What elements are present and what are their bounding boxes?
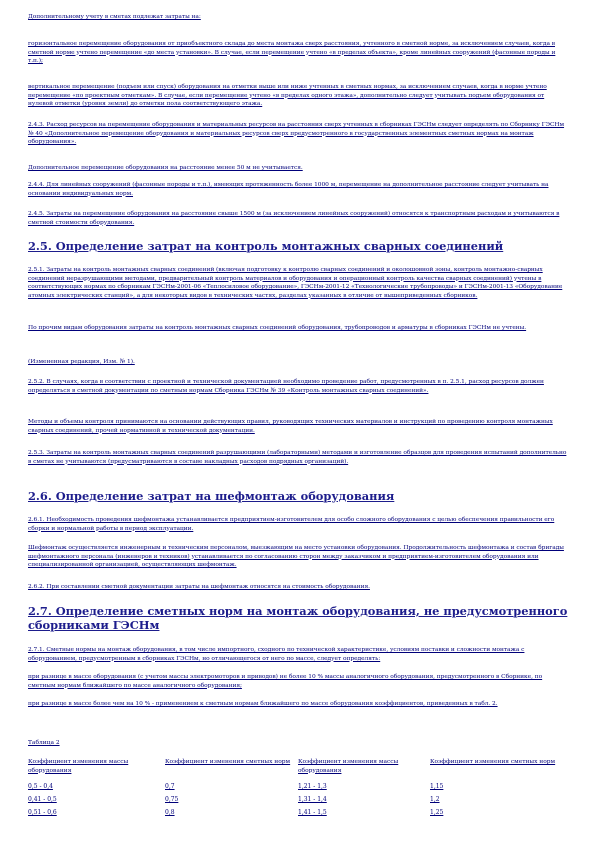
table-cell: 0,5 - 0,4: [28, 783, 53, 790]
paragraph: Дополнительное перемещение оборудования на расстояние менее 50 м не учитывается.: [28, 165, 303, 171]
paragraph: 2.5.2. В случаях, когда в соответствии с проектной и технической документацией необходимо проведение работ, предусмотренных в п. 2.5.1, расход ресурсов должен определяться в сметной документации по сметным нормам Сборника ГЭСНм № 39 «Контроль монтажных сварных соединений».: [28, 379, 544, 394]
paragraph: Дополнительному учету в сметах подлежат затраты на:: [28, 14, 201, 20]
table-cell: 0,41 - 0,5: [28, 796, 57, 803]
paragraph: при разнице в массе оборудования (с учетом массы электромоторов и приводов) не более 10 % массы аналогичного оборудования, предусмотренного в Сборнике, по сметным нормам ближайшего по массе аналогичного оборудования;: [28, 674, 543, 689]
paragraph: По прочим видам оборудования затраты на контроль монтажных сварных соединений оборудования, трубопроводов и арматуры в сборниках ГЭСНм не учтены.: [28, 325, 527, 331]
section-heading: 2.5. Определение затрат на контроль монтажных сварных соединений: [28, 239, 504, 253]
paragraph: Шефмонтаж осуществляется инженерным и техническим персоналом, выезжающим на место установки оборудования. Продолжительность шефмонтажа и состав бригады шефмонтажного персонала (инженеров и техников) устанавливается по согласованию сторон между заказчиком и предприятием-изготовителем оборудования или специализированной организацией, осуществляющих шефмонтаж.: [28, 545, 564, 569]
table-cell: 0,75: [165, 796, 179, 803]
table-cell: 0,7: [165, 783, 175, 790]
paragraph: вертикальное перемещение (подъем или спуск) оборудования на отметки выше или ниже учтенных в сметных нормах, за исключением случаев, когда в норме учтено перемещение «по проектным отметкам». В случае, если перемещение учтено «в пределах одного этажа», дополнительно следует учитывать подъем оборудования от нулевой отметки (уровня земли) до отметки пола соответствующего этажа.: [28, 84, 547, 108]
paragraph: (Измененная редакция, Изм. № 1).: [28, 359, 135, 365]
table-cell: 1,41 - 1,5: [298, 809, 327, 816]
section-heading: 2.6. Определение затрат на шефмонтаж оборудования: [28, 489, 395, 503]
table-header: Коэффициент изменения сметных норм: [165, 759, 291, 765]
table-cell: 1,2: [430, 796, 440, 803]
paragraph: 2.5.1. Затраты на контроль монтажных сварных соединений (включая подготовку к контролю сварных соединений и околошовной зоны, контроль монтажно-сварных соединений неразрушающими методами, предварительный контроль материалов и оборудования и операционный контроль качества сварных соединений) учтены в соответствующих нормах по сборникам ГЭСНм-2001-06 «Теплосиловое оборудование», ГЭСНм-2001-12 «Технологические трубопроводы» и ГЭСНм-2001-13 «Оборудование атомных электрических станций», а для некоторых видов в технических частях, разделах указанных в отличие от вышеприведенных сборников.: [28, 267, 563, 299]
paragraph: 2.6.1. Необходимость проведения шефмонтажа устанавливается предприятием-изготовителем для особо сложного оборудования с целью обеспечения правильности его сборки и нормальной работы в период эксплуатации.: [28, 517, 555, 532]
table-cell: 1,31 - 1,4: [298, 796, 327, 803]
table-header: Коэффициент изменения массы оборудования: [298, 759, 399, 774]
paragraph: 2.7.1. Сметные нормы на монтаж оборудования, в том числе импортного, сходного по технической характеристике, условиям поставки и сложности монтажа с оборудованием, предусмотренным в сборниках ГЭСНм, но отличающегося от него по массе, следует определять:: [28, 647, 525, 662]
table-cell: 1,25: [430, 809, 444, 816]
table-title: Таблица 2: [28, 740, 60, 746]
table-cell: 1,21 - 1,3: [298, 783, 327, 790]
table-cell: 0,8: [165, 809, 175, 816]
table-cell: 0,51 - 0,6: [28, 809, 57, 816]
table-header: Коэффициент изменения массы оборудования: [28, 759, 129, 774]
paragraph: 2.4.3. Расход ресурсов на перемещение оборудования и материальных ресурсов на расстояния сверх учтенных в сборниках ГЭСНм следует определять по Сборнику ГЭСНм № 40 «Дополнительное перемещение оборудования и материальных ресурсов сверх предусмотренного в государственных элементных сметных нормах на монтаж оборудования».: [28, 122, 565, 146]
table-header: Коэффициент изменения сметных норм: [430, 759, 556, 765]
paragraph: 2.4.5. Затраты на перемещение оборудования на расстояние свыше 1500 м (за исключением линейных сооружений) относятся к транспортным расходам и учитываются в сметной стоимости оборудования.: [28, 211, 560, 226]
paragraph: 2.4.4. Для линейных сооружений (фасонные породы и т.п.), имеющих протяженность более 1000 м, перемещение на дополнительное расстояние следует учитывать на основании индивидуальных норм.: [28, 182, 549, 197]
paragraph: при разнице в массе более чем на 10 % - применением к сметным нормам ближайшего по массе оборудования коэффициентов, приведенных в табл. 2.: [28, 701, 498, 707]
paragraph: горизонтальное перемещение оборудования от приобъектного склада до места монтажа сверх расстояния, учтенного в сметной норме, за исключением случаев, когда в сметной норме учтено перемещение «до места установки». В случае, если перемещение учтено «в пределах объекта», кроме линейных сооружений (фасонные породы и т.п.);: [28, 41, 556, 65]
paragraph: 2.6.2. При составлении сметной документации затраты на шефмонтаж относятся на стоимость оборудования.: [28, 584, 370, 590]
paragraph: Методы и объемы контроля принимаются на основании действующих правил, руководящих технических материалов и инструкций по проведению контроля монтажных сварных соединений, прочей нормативной и технической документации.: [28, 419, 553, 434]
paragraph: 2.5.3. Затраты на контроль монтажных сварных соединений разрушающими (лабораторными) методами и изготовление образцов для проведения испытаний дополнительно в сметах не учитываются (предусматриваются в составе накладных расходов подрядных организаций).: [28, 450, 567, 465]
table-cell: 1,15: [430, 783, 444, 790]
section-heading: 2.7. Определение сметных норм на монтаж оборудования, не предусмотренного сборниками ГЭСНм: [28, 604, 568, 632]
